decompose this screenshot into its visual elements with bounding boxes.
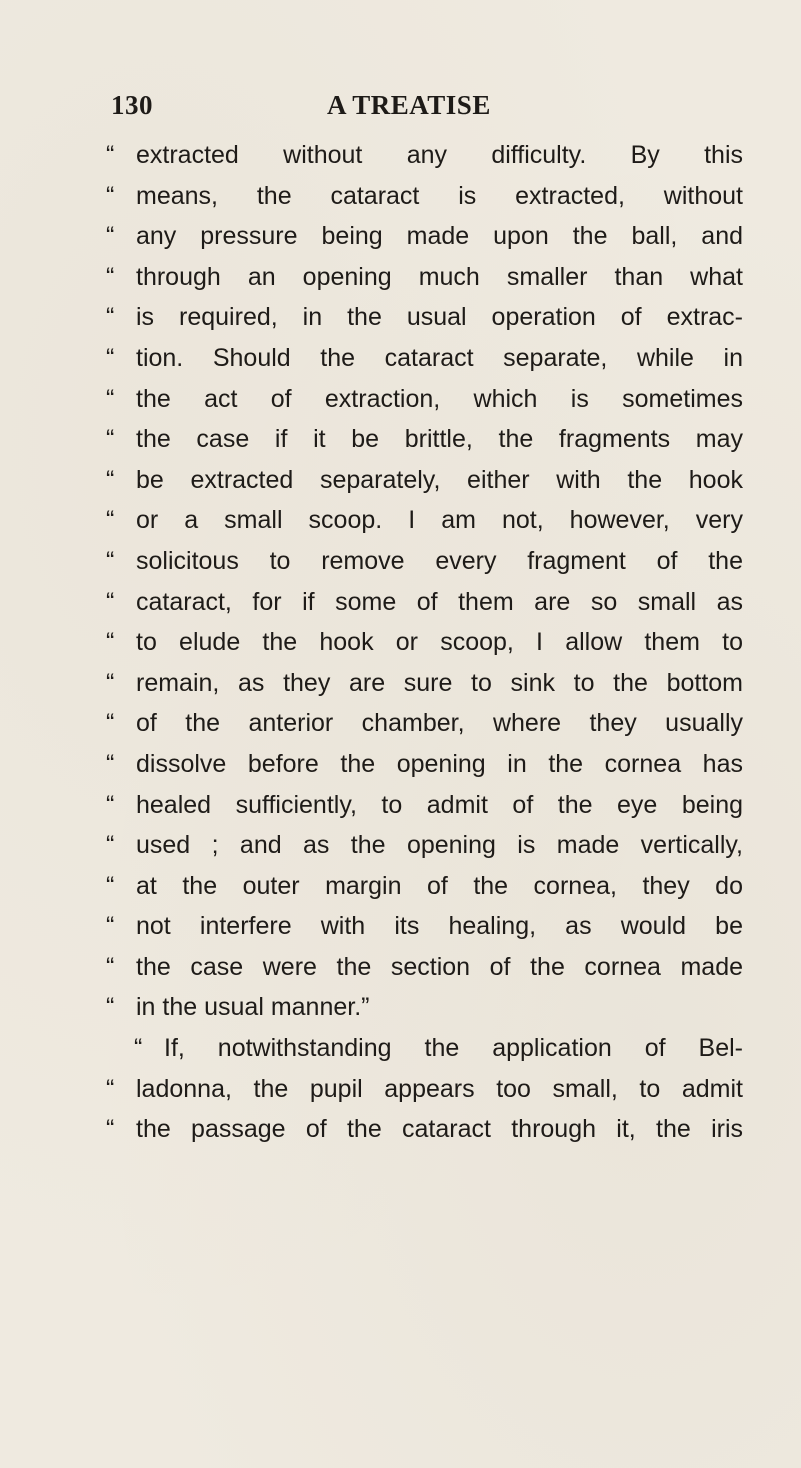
text-line	[0, 135, 801, 176]
line-text: to elude the hook or scoop, I allow them to	[136, 628, 743, 657]
text-line	[0, 582, 801, 623]
text-line	[0, 460, 801, 501]
quote-mark: “	[106, 506, 115, 535]
text-line	[0, 906, 801, 947]
line-text: solicitous to remove every fragment of the	[136, 546, 743, 575]
quote-mark: “	[106, 628, 115, 657]
body-text	[0, 135, 801, 1150]
quote-mark: “	[106, 181, 115, 210]
text-line	[0, 338, 801, 379]
line-text: be extracted separately, either with the hook	[136, 465, 743, 494]
quote-mark: “	[106, 425, 115, 454]
quote-mark: “	[106, 222, 115, 251]
text-line	[0, 176, 801, 217]
quote-mark: “	[106, 831, 115, 860]
text-line	[0, 419, 801, 460]
text-line	[0, 297, 801, 338]
line-text: remain, as they are sure to sink to the bottom	[136, 668, 743, 697]
line-text: at the outer margin of the cornea, they do	[136, 871, 743, 900]
quote-mark: “	[106, 912, 115, 941]
quote-mark: “	[106, 709, 115, 738]
text-line	[0, 216, 801, 257]
quote-mark: “	[106, 262, 115, 291]
text-line	[0, 541, 801, 582]
line-text: is required, in the usual operation of extrac-	[136, 303, 743, 332]
text-line	[0, 744, 801, 785]
quote-mark: “	[106, 993, 115, 1022]
line-text: in the usual manner.”	[136, 993, 370, 1022]
text-line	[0, 825, 801, 866]
quote-mark: “	[106, 668, 115, 697]
text-line	[0, 785, 801, 826]
line-text: used ; and as the opening is made vertically,	[136, 831, 743, 860]
page-header	[111, 90, 711, 126]
quote-mark: “	[106, 952, 115, 981]
line-text: dissolve before the opening in the cornea has	[136, 749, 743, 778]
text-line	[0, 257, 801, 298]
quote-mark: “	[106, 141, 115, 169]
quote-mark: “	[106, 303, 115, 332]
text-line	[0, 379, 801, 420]
line-text: through an opening much smaller than what	[136, 262, 743, 291]
line-text: healed sufficiently, to admit of the eye being	[136, 790, 743, 819]
running-title: A TREATISE	[327, 90, 491, 120]
line-text: extracted without any difficulty. By this	[136, 141, 743, 169]
quote-mark: “	[106, 790, 115, 819]
text-line	[0, 1109, 801, 1150]
quote-mark: “	[106, 587, 115, 616]
line-text: tion. Should the cataract separate, while in	[136, 343, 743, 372]
line-text: If, notwithstanding the application of Bel-	[164, 1034, 743, 1063]
quote-mark: “	[106, 465, 115, 494]
text-line	[0, 500, 801, 541]
quote-mark: “	[106, 871, 115, 900]
line-text: cataract, for if some of them are so small as	[136, 587, 743, 616]
quote-mark: “	[106, 749, 115, 778]
text-line	[0, 703, 801, 744]
text-line	[0, 866, 801, 907]
line-text: not interfere with its healing, as would be	[136, 912, 743, 941]
line-text: means, the cataract is extracted, without	[136, 181, 743, 210]
text-line	[0, 622, 801, 663]
quote-mark: “	[106, 343, 115, 372]
line-text: any pressure being made upon the ball, and	[136, 222, 743, 251]
line-text: ladonna, the pupil appears too small, to admit	[136, 1074, 743, 1103]
text-line	[0, 1069, 801, 1110]
line-text: the passage of the cataract through it, the iris	[136, 1115, 743, 1144]
line-text: the case if it be brittle, the fragments may	[136, 425, 743, 454]
line-text: of the anterior chamber, where they usually	[136, 709, 743, 738]
text-line	[0, 947, 801, 988]
quote-mark: “	[106, 546, 115, 575]
line-text: the case were the section of the cornea made	[136, 952, 743, 981]
text-line	[0, 663, 801, 704]
quote-mark: “	[106, 1074, 115, 1103]
line-text: the act of extraction, which is sometimes	[136, 384, 743, 413]
quote-mark: “	[106, 384, 115, 413]
quote-mark: “	[134, 1034, 143, 1063]
text-line	[0, 987, 801, 1028]
quote-mark: “	[106, 1115, 115, 1144]
page-number: 130	[111, 90, 153, 120]
text-line	[0, 1028, 801, 1069]
line-text: or a small scoop. I am not, however, very	[136, 506, 743, 535]
